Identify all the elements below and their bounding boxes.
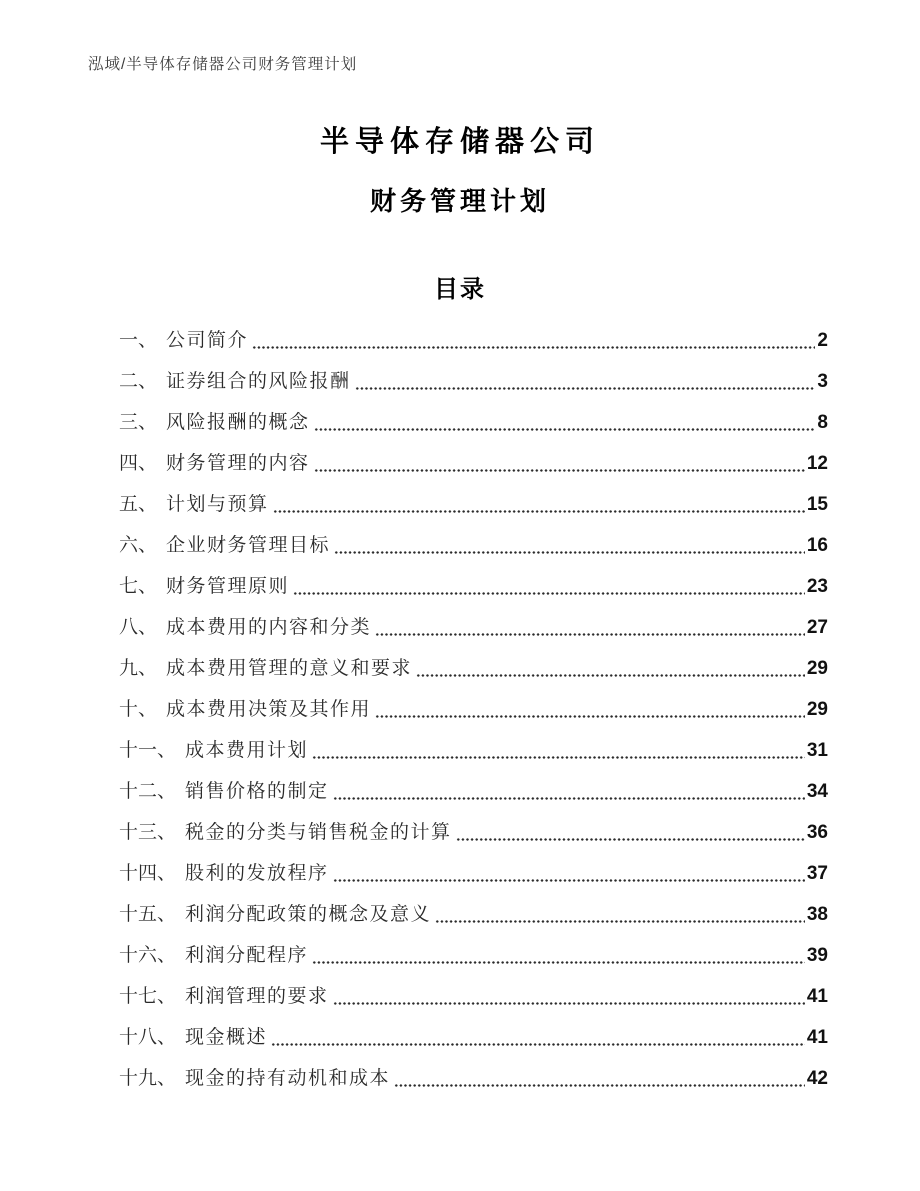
toc-entry[interactable] — [119, 525, 828, 566]
toc-entry[interactable] — [119, 648, 828, 689]
toc-page-number: 12 — [806, 453, 828, 474]
toc-entry-title: 现金概述 — [185, 1027, 268, 1048]
toc-entry-number: 六、 — [119, 535, 158, 556]
toc-entry-number: 十、 — [119, 699, 158, 720]
toc-entry-number: 四、 — [119, 453, 158, 474]
toc-page-number: 36 — [806, 822, 828, 843]
toc-leader-dots — [355, 361, 816, 402]
document-subtitle: 财务管理计划 — [369, 186, 550, 216]
toc-leader-dots — [375, 607, 805, 648]
toc-leader-dots — [333, 853, 805, 894]
toc-list — [119, 320, 828, 1099]
toc-entry[interactable] — [119, 976, 828, 1017]
toc-entry-number: 一、 — [119, 330, 158, 351]
toc-entry-title: 税金的分类与销售税金的计算 — [185, 822, 452, 843]
toc-entry-number: 五、 — [119, 494, 158, 515]
toc-entry-number: 十四、 — [119, 863, 177, 884]
toc-entry[interactable] — [119, 402, 828, 443]
toc-entry-number: 十二、 — [119, 781, 177, 802]
toc-leader-dots — [312, 730, 805, 771]
toc-entry-title: 股利的发放程序 — [185, 863, 329, 884]
toc-entry-title: 成本费用计划 — [185, 740, 309, 761]
toc-entry[interactable] — [119, 894, 828, 935]
page-header-text: 泓域/半导体存储器公司财务管理计划 — [88, 56, 358, 73]
toc-leader-dots — [312, 935, 805, 976]
toc-page-number: 39 — [806, 945, 828, 966]
toc-entry-number: 十五、 — [119, 904, 177, 925]
toc-entry-title: 成本费用管理的意义和要求 — [166, 658, 413, 679]
toc-entry-number: 九、 — [119, 658, 158, 679]
toc-page-number: 31 — [806, 740, 828, 761]
toc-entry-title: 利润分配政策的概念及意义 — [185, 904, 432, 925]
toc-entry-title: 公司简介 — [166, 330, 249, 351]
toc-leader-dots — [375, 689, 805, 730]
toc-leader-dots — [314, 402, 816, 443]
toc-entry-title: 企业财务管理目标 — [166, 535, 331, 556]
toc-entry[interactable] — [119, 607, 828, 648]
toc-entry-number: 十六、 — [119, 945, 177, 966]
toc-entry-title: 利润分配程序 — [185, 945, 309, 966]
toc-entry[interactable] — [119, 361, 828, 402]
toc-entry-title: 财务管理的内容 — [166, 453, 310, 474]
toc-entry[interactable] — [119, 812, 828, 853]
toc-leader-dots — [435, 894, 805, 935]
toc-page-number: 3 — [817, 371, 828, 392]
toc-entry-number: 八、 — [119, 617, 158, 638]
toc-entry-title: 销售价格的制定 — [185, 781, 329, 802]
toc-leader-dots — [333, 771, 805, 812]
toc-entry[interactable] — [119, 320, 828, 361]
toc-leader-dots — [334, 525, 805, 566]
toc-leader-dots — [252, 320, 815, 361]
toc-entry[interactable] — [119, 853, 828, 894]
toc-page-number: 41 — [806, 1027, 828, 1048]
toc-entry[interactable] — [119, 566, 828, 607]
toc-entry[interactable] — [119, 689, 828, 730]
toc-leader-dots — [394, 1058, 805, 1099]
toc-entry-title: 证券组合的风险报酬 — [166, 371, 351, 392]
toc-entry[interactable] — [119, 771, 828, 812]
toc-heading: 目录 — [434, 276, 486, 303]
toc-page-number: 16 — [806, 535, 828, 556]
toc-entry-title: 财务管理原则 — [166, 576, 290, 597]
toc-page-number: 37 — [806, 863, 828, 884]
toc-leader-dots — [273, 484, 805, 525]
toc-entry[interactable] — [119, 443, 828, 484]
toc-page-number: 38 — [806, 904, 828, 925]
toc-entry-title: 利润管理的要求 — [185, 986, 329, 1007]
toc-leader-dots — [271, 1017, 805, 1058]
toc-page-number: 29 — [806, 699, 828, 720]
document-title: 半导体存储器公司 — [319, 126, 600, 158]
toc-entry[interactable] — [119, 1058, 828, 1099]
toc-leader-dots — [456, 812, 805, 853]
toc-leader-dots — [333, 976, 805, 1017]
toc-page-number: 15 — [806, 494, 828, 515]
toc-page-number: 2 — [817, 330, 828, 351]
toc-entry[interactable] — [119, 1017, 828, 1058]
toc-page-number: 27 — [806, 617, 828, 638]
toc-page-number: 34 — [806, 781, 828, 802]
toc-page-number: 41 — [806, 986, 828, 1007]
toc-leader-dots — [416, 648, 805, 689]
toc-entry-title: 成本费用决策及其作用 — [166, 699, 372, 720]
toc-entry-number: 十九、 — [119, 1068, 177, 1089]
toc-entry[interactable] — [119, 730, 828, 771]
toc-page-number: 42 — [806, 1068, 828, 1089]
toc-entry-number: 十八、 — [119, 1027, 177, 1048]
toc-leader-dots — [293, 566, 805, 607]
toc-entry-title: 风险报酬的概念 — [166, 412, 310, 433]
toc-leader-dots — [314, 443, 805, 484]
toc-entry-number: 七、 — [119, 576, 158, 597]
toc-page-number: 29 — [806, 658, 828, 679]
toc-entry-title: 现金的持有动机和成本 — [185, 1068, 391, 1089]
toc-entry-title: 计划与预算 — [166, 494, 269, 515]
toc-entry-number: 十三、 — [119, 822, 177, 843]
toc-entry-number: 二、 — [119, 371, 158, 392]
toc-entry[interactable] — [119, 484, 828, 525]
toc-entry[interactable] — [119, 935, 828, 976]
toc-entry-number: 三、 — [119, 412, 158, 433]
toc-entry-number: 十一、 — [119, 740, 177, 761]
toc-page-number: 23 — [806, 576, 828, 597]
toc-entry-title: 成本费用的内容和分类 — [166, 617, 372, 638]
toc-page-number: 8 — [817, 412, 828, 433]
toc-entry-number: 十七、 — [119, 986, 177, 1007]
